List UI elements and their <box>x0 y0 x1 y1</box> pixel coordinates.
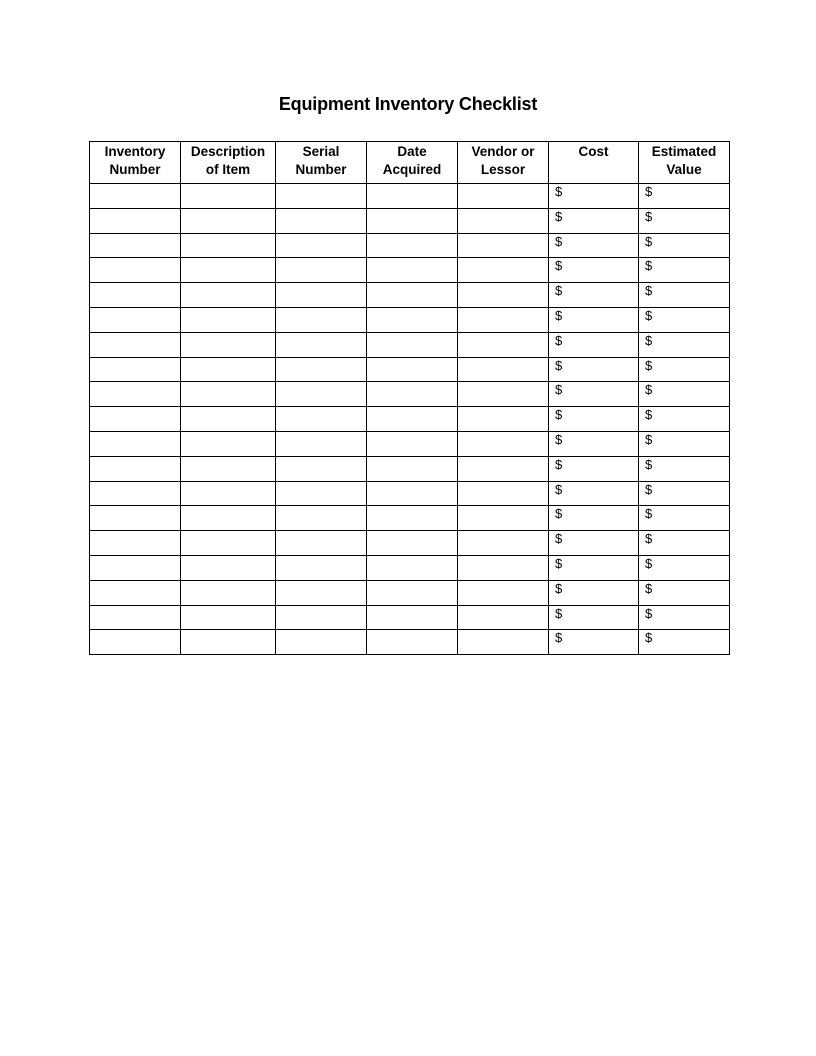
cell-vendor-or-lessor[interactable] <box>458 605 549 630</box>
cell-inventory-number[interactable] <box>90 431 181 456</box>
cell-estimated-value[interactable]: $ <box>639 184 730 209</box>
cell-estimated-value[interactable]: $ <box>639 332 730 357</box>
cell-vendor-or-lessor[interactable] <box>458 307 549 332</box>
cell-inventory-number[interactable] <box>90 481 181 506</box>
cell-inventory-number[interactable] <box>90 407 181 432</box>
cell-serial-number[interactable] <box>276 630 367 655</box>
cell-vendor-or-lessor[interactable] <box>458 580 549 605</box>
cell-estimated-value[interactable]: $ <box>639 283 730 308</box>
cell-estimated-value[interactable]: $ <box>639 431 730 456</box>
cell-cost[interactable]: $ <box>549 555 639 580</box>
cell-description[interactable] <box>181 357 276 382</box>
header-cost: Cost <box>549 142 639 184</box>
cell-estimated-value[interactable]: $ <box>639 233 730 258</box>
cell-inventory-number[interactable] <box>90 506 181 531</box>
table-row <box>90 580 730 605</box>
cell-description[interactable] <box>181 481 276 506</box>
cell-estimated-value[interactable]: $ <box>639 382 730 407</box>
cell-estimated-value[interactable]: $ <box>639 605 730 630</box>
cell-serial-number[interactable] <box>276 506 367 531</box>
cell-date-acquired[interactable] <box>367 431 458 456</box>
cell-vendor-or-lessor[interactable] <box>458 481 549 506</box>
cell-vendor-or-lessor[interactable] <box>458 555 549 580</box>
table-row <box>90 233 730 258</box>
cell-description[interactable] <box>181 555 276 580</box>
cell-date-acquired[interactable] <box>367 605 458 630</box>
cell-date-acquired[interactable] <box>367 208 458 233</box>
header-row <box>90 142 730 184</box>
cell-date-acquired[interactable] <box>367 258 458 283</box>
table-row <box>90 506 730 531</box>
header-description-of-item: Description of Item <box>181 142 276 184</box>
cell-inventory-number[interactable] <box>90 307 181 332</box>
cell-estimated-value[interactable]: $ <box>639 506 730 531</box>
cell-cost[interactable]: $ <box>549 431 639 456</box>
header-serial-number: Serial Number <box>276 142 367 184</box>
table-row <box>90 283 730 308</box>
cell-serial-number[interactable] <box>276 580 367 605</box>
cell-date-acquired[interactable] <box>367 630 458 655</box>
cell-inventory-number[interactable] <box>90 283 181 308</box>
cell-estimated-value[interactable]: $ <box>639 481 730 506</box>
cell-vendor-or-lessor[interactable] <box>458 208 549 233</box>
cell-description[interactable] <box>181 307 276 332</box>
cell-vendor-or-lessor[interactable] <box>458 407 549 432</box>
header-estimated-value: Estimated Value <box>639 142 730 184</box>
cell-serial-number[interactable] <box>276 555 367 580</box>
cell-cost[interactable]: $ <box>549 382 639 407</box>
cell-serial-number[interactable] <box>276 431 367 456</box>
cell-vendor-or-lessor[interactable] <box>458 332 549 357</box>
cell-description[interactable] <box>181 208 276 233</box>
cell-cost[interactable]: $ <box>549 630 639 655</box>
cell-cost[interactable]: $ <box>549 580 639 605</box>
cell-estimated-value[interactable]: $ <box>639 307 730 332</box>
cell-serial-number[interactable] <box>276 307 367 332</box>
table-row <box>90 555 730 580</box>
cell-serial-number[interactable] <box>276 283 367 308</box>
cell-date-acquired[interactable] <box>367 357 458 382</box>
header-date-acquired: Date Acquired <box>367 142 458 184</box>
cell-inventory-number[interactable] <box>90 357 181 382</box>
cell-vendor-or-lessor[interactable] <box>458 233 549 258</box>
header-vendor-or-lessor: Vendor or Lessor <box>458 142 549 184</box>
cell-inventory-number[interactable] <box>90 456 181 481</box>
cell-serial-number[interactable] <box>276 258 367 283</box>
cell-estimated-value[interactable]: $ <box>639 531 730 556</box>
cell-date-acquired[interactable] <box>367 332 458 357</box>
cell-inventory-number[interactable] <box>90 208 181 233</box>
table-body <box>90 184 730 655</box>
cell-description[interactable] <box>181 506 276 531</box>
cell-description[interactable] <box>181 258 276 283</box>
table-row <box>90 431 730 456</box>
cell-date-acquired[interactable] <box>367 382 458 407</box>
cell-serial-number[interactable] <box>276 357 367 382</box>
cell-date-acquired[interactable] <box>367 456 458 481</box>
cell-vendor-or-lessor[interactable] <box>458 531 549 556</box>
cell-vendor-or-lessor[interactable] <box>458 630 549 655</box>
inventory-table <box>89 141 730 655</box>
cell-cost[interactable]: $ <box>549 481 639 506</box>
cell-estimated-value[interactable]: $ <box>639 580 730 605</box>
cell-serial-number[interactable] <box>276 481 367 506</box>
cell-estimated-value[interactable]: $ <box>639 357 730 382</box>
table-row <box>90 332 730 357</box>
cell-estimated-value[interactable]: $ <box>639 407 730 432</box>
cell-serial-number[interactable] <box>276 208 367 233</box>
cell-cost[interactable]: $ <box>549 208 639 233</box>
cell-cost[interactable]: $ <box>549 283 639 308</box>
cell-serial-number[interactable] <box>276 184 367 209</box>
cell-serial-number[interactable] <box>276 605 367 630</box>
cell-estimated-value[interactable]: $ <box>639 555 730 580</box>
cell-cost[interactable]: $ <box>549 605 639 630</box>
cell-description[interactable] <box>181 233 276 258</box>
cell-cost[interactable]: $ <box>549 307 639 332</box>
table-row <box>90 481 730 506</box>
cell-estimated-value[interactable]: $ <box>639 208 730 233</box>
cell-description[interactable] <box>181 580 276 605</box>
cell-serial-number[interactable] <box>276 456 367 481</box>
cell-inventory-number[interactable] <box>90 531 181 556</box>
table-row <box>90 456 730 481</box>
table-row <box>90 208 730 233</box>
cell-date-acquired[interactable] <box>367 184 458 209</box>
cell-date-acquired[interactable] <box>367 531 458 556</box>
cell-description[interactable] <box>181 184 276 209</box>
cell-date-acquired[interactable] <box>367 580 458 605</box>
cell-inventory-number[interactable] <box>90 382 181 407</box>
cell-inventory-number[interactable] <box>90 605 181 630</box>
cell-date-acquired[interactable] <box>367 481 458 506</box>
cell-cost[interactable]: $ <box>549 456 639 481</box>
cell-cost[interactable]: $ <box>549 531 639 556</box>
cell-cost[interactable]: $ <box>549 332 639 357</box>
cell-inventory-number[interactable] <box>90 184 181 209</box>
cell-description[interactable] <box>181 605 276 630</box>
cell-vendor-or-lessor[interactable] <box>458 184 549 209</box>
cell-vendor-or-lessor[interactable] <box>458 506 549 531</box>
cell-vendor-or-lessor[interactable] <box>458 357 549 382</box>
cell-description[interactable] <box>181 630 276 655</box>
cell-cost[interactable]: $ <box>549 407 639 432</box>
table-row <box>90 630 730 655</box>
cell-description[interactable] <box>181 431 276 456</box>
page-title: Equipment Inventory Checklist <box>278 94 538 114</box>
cell-description[interactable] <box>181 456 276 481</box>
cell-estimated-value[interactable]: $ <box>639 258 730 283</box>
header-inventory-number: Inventory Number <box>90 142 181 184</box>
table-row <box>90 531 730 556</box>
cell-date-acquired[interactable] <box>367 283 458 308</box>
cell-vendor-or-lessor[interactable] <box>458 382 549 407</box>
cell-vendor-or-lessor[interactable] <box>458 456 549 481</box>
cell-inventory-number[interactable] <box>90 580 181 605</box>
table-row <box>90 382 730 407</box>
cell-inventory-number[interactable] <box>90 332 181 357</box>
cell-description[interactable] <box>181 531 276 556</box>
cell-cost[interactable]: $ <box>549 506 639 531</box>
cell-vendor-or-lessor[interactable] <box>458 431 549 456</box>
cell-inventory-number[interactable] <box>90 555 181 580</box>
cell-cost[interactable]: $ <box>549 357 639 382</box>
cell-serial-number[interactable] <box>276 382 367 407</box>
cell-cost[interactable]: $ <box>549 184 639 209</box>
cell-inventory-number[interactable] <box>90 630 181 655</box>
cell-description[interactable] <box>181 382 276 407</box>
cell-serial-number[interactable] <box>276 332 367 357</box>
cell-date-acquired[interactable] <box>367 307 458 332</box>
table-row <box>90 605 730 630</box>
table-row <box>90 407 730 432</box>
cell-vendor-or-lessor[interactable] <box>458 258 549 283</box>
cell-inventory-number[interactable] <box>90 233 181 258</box>
cell-cost[interactable]: $ <box>549 233 639 258</box>
cell-date-acquired[interactable] <box>367 233 458 258</box>
cell-estimated-value[interactable]: $ <box>639 456 730 481</box>
table-row <box>90 258 730 283</box>
table-row <box>90 307 730 332</box>
cell-vendor-or-lessor[interactable] <box>458 283 549 308</box>
cell-cost[interactable]: $ <box>549 258 639 283</box>
table-row <box>90 184 730 209</box>
cell-serial-number[interactable] <box>276 531 367 556</box>
cell-date-acquired[interactable] <box>367 555 458 580</box>
table-row <box>90 357 730 382</box>
cell-date-acquired[interactable] <box>367 506 458 531</box>
cell-inventory-number[interactable] <box>90 258 181 283</box>
cell-description[interactable] <box>181 407 276 432</box>
cell-description[interactable] <box>181 283 276 308</box>
cell-description[interactable] <box>181 332 276 357</box>
cell-date-acquired[interactable] <box>367 407 458 432</box>
cell-serial-number[interactable] <box>276 233 367 258</box>
cell-estimated-value[interactable]: $ <box>639 630 730 655</box>
cell-serial-number[interactable] <box>276 407 367 432</box>
